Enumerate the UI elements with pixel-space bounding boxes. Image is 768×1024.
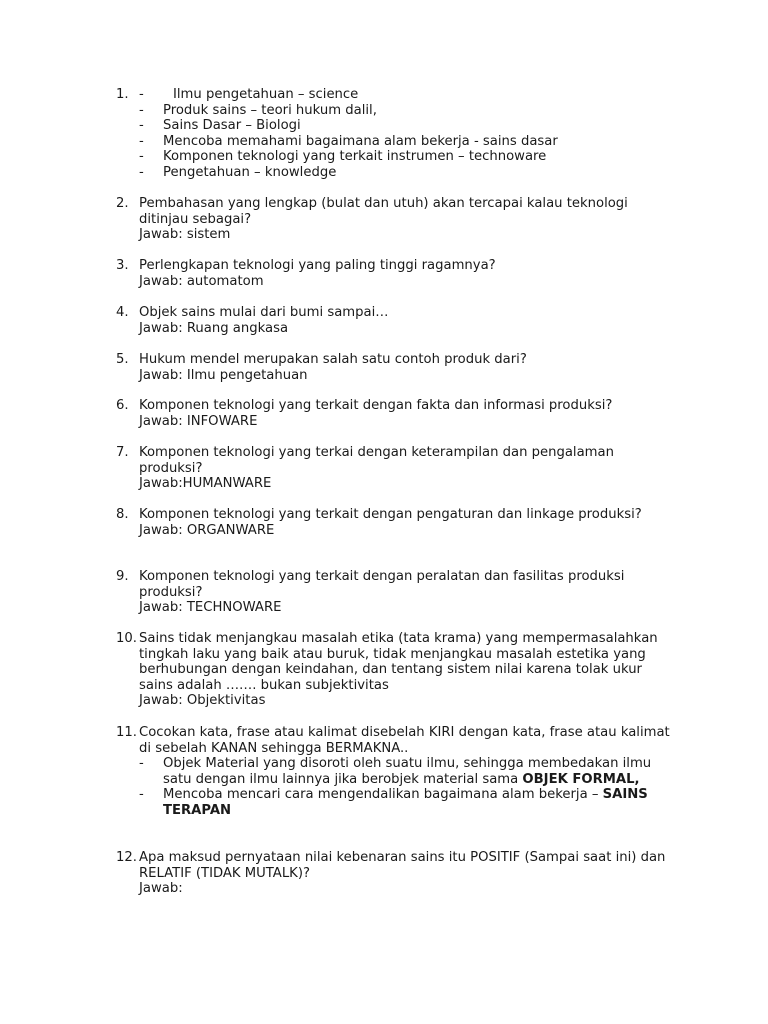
list-item: - Mencoba mencari cara mengendalikan bagaimana alam bekerja – SAINS TERAPAN [139, 787, 648, 818]
question-4 [116, 305, 676, 336]
question-6 [116, 398, 676, 429]
question-12 [116, 850, 676, 897]
answer-text: Jawab:HUMANWARE [139, 476, 272, 492]
bold-answer: SAINS TERAPAN [163, 787, 648, 818]
question-text: Apa maksud pernyataan nilai kebenaran sains itu POSITIF (Sampai saat ini) dan RELATIF (TIDAK MUTALK)? [139, 850, 666, 881]
question-8 [116, 507, 676, 538]
answer-text: Jawab: Ilmu pengetahuan [139, 367, 308, 383]
question-number: 12. [116, 850, 137, 865]
answer-text: Jawab: ORGANWARE [139, 522, 275, 538]
question-text: Komponen teknologi yang terkai dengan keterampilan dan pengalaman produksi? [139, 445, 614, 476]
list-item: - Sains Dasar – Biologi [139, 118, 301, 134]
bold-answer: OBJEK FORMAL, [522, 771, 640, 787]
answer-text: Jawab: INFOWARE [139, 413, 258, 429]
list-item: - Pengetahuan – knowledge [139, 164, 337, 180]
question-number: 10. [116, 631, 137, 646]
question-text: Sains tidak menjangkau masalah etika (tata krama) yang mempermasalahkan tingkah laku yang baik atau buruk, tidak menjangkau masalah estetika yang berhubungan dengan keindahan, dan tentang sistem nilai karena tolak ukur sains adalah ……. bukan subjektivitas [139, 631, 658, 693]
question-10 [116, 631, 676, 709]
question-number: 6. [116, 398, 129, 413]
answer-text: Jawab: automatom [139, 273, 264, 289]
question-2 [116, 196, 676, 243]
question-text: Cocokan kata, frase atau kalimat disebelah KIRI dengan kata, frase atau kalimat di sebelah KANAN sehingga BERMAKNA.. [139, 725, 670, 756]
question-text: Komponen teknologi yang terkait dengan peralatan dan fasilitas produksi produksi? [139, 569, 625, 600]
question-number: 2. [116, 196, 129, 211]
question-text: Objek sains mulai dari bumi sampai… [139, 305, 389, 320]
question-1 [116, 87, 676, 181]
question-7 [116, 445, 676, 492]
answer-text: Jawab: Objektivitas [139, 693, 266, 709]
question-text: Perlengkapan teknologi yang paling tinggi ragamnya? [139, 258, 496, 273]
list-item: - Komponen teknologi yang terkait instrumen – technoware [139, 149, 547, 165]
question-number: 8. [116, 507, 129, 522]
question-number: 5. [116, 352, 129, 367]
question-text: Pembahasan yang lengkap (bulat dan utuh) akan tercapai kalau teknologi ditinjau sebagai? [139, 196, 628, 227]
list-item: - Mencoba memahami bagaimana alam bekerja - sains dasar [139, 133, 558, 149]
question-11 [116, 725, 676, 819]
question-3 [116, 258, 676, 289]
list-item: - Ilmu pengetahuan – science [139, 87, 359, 102]
answer-text: Jawab: sistem [139, 227, 231, 243]
question-text: Komponen teknologi yang terkait dengan fakta dan informasi produksi? [139, 398, 613, 413]
question-number: 1. [116, 87, 129, 102]
question-number: 3. [116, 258, 129, 273]
question-number: 7. [116, 445, 129, 460]
question-text: Hukum mendel merupakan salah satu contoh produk dari? [139, 352, 527, 367]
question-number: 9. [116, 569, 129, 584]
question-number: 11. [116, 725, 137, 740]
question-5 [116, 352, 676, 383]
question-9 [116, 569, 676, 616]
question-text: Komponen teknologi yang terkait dengan pengaturan dan linkage produksi? [139, 507, 642, 522]
list-item: - Produk sains – teori hukum dalil, [139, 102, 377, 118]
answer-text: Jawab: TECHNOWARE [139, 600, 282, 616]
question-number: 4. [116, 305, 129, 320]
list-item: - Objek Material yang disoroti oleh suatu ilmu, sehingga membedakan ilmu satu dengan ilmu lainnya jika berobjek material sama OBJEK FORMAL, [139, 756, 652, 787]
answer-text: Jawab: [139, 881, 183, 897]
answer-text: Jawab: Ruang angkasa [139, 320, 289, 336]
